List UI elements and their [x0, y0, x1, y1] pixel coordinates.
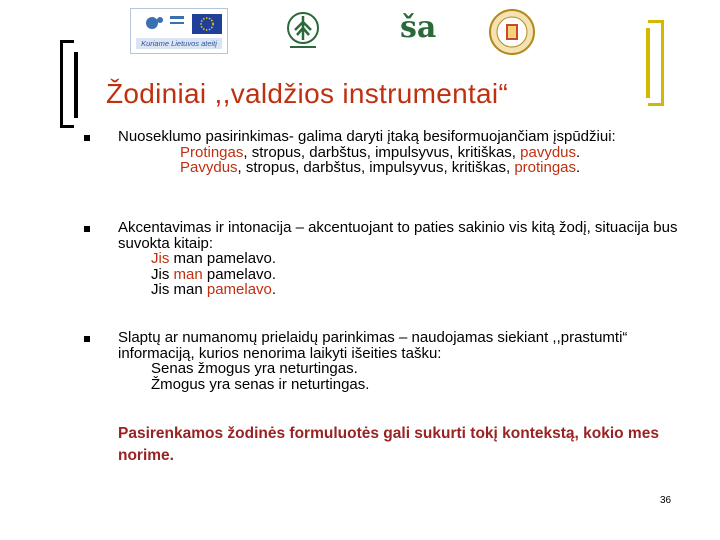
- left-bracket-bar: [74, 52, 78, 118]
- example-text: man pamelavo.: [169, 250, 277, 267]
- bullet-2-intro: Akcentavimas ir intonacija – akcentuojant to paties sakinio vis kitą žodį, situacija bus suvokta kitaip:: [118, 219, 678, 252]
- bullet-marker: [84, 336, 90, 342]
- conclusion-text: Pasirenkamos žodinės formuluotės gali sukurti tokį kontekstą, kokio mes norime.: [118, 425, 659, 464]
- highlight-word: pamelavo: [206, 281, 272, 298]
- bullet-3-example-1: Senas žmogus yra neturtingas.: [151, 360, 358, 377]
- highlight-word: Jis: [151, 250, 170, 267]
- example-text: .: [576, 159, 581, 176]
- esf-caption: Kuriame Lietuvos ateitį: [141, 39, 217, 48]
- slide-title: Žodiniai ,,valdžios instrumentai“: [106, 78, 509, 109]
- bullet-3-intro: Slaptų ar numanomų prielaidų parinkimas – naudojamas siekiant ,,prastumti“ informaciją, kurios nenorima laikyti išeities tašku:: [118, 329, 628, 362]
- bullet-item-2: [118, 220, 678, 298]
- bullet-2-example-1: [118, 251, 678, 267]
- example-text: .: [576, 143, 581, 161]
- highlight-word: protingas: [514, 159, 577, 176]
- bullet-1-example-1: [118, 145, 678, 161]
- example-text: Jis: [151, 265, 174, 283]
- bullet-marker: [84, 226, 90, 232]
- example-text: pamelavo.: [202, 265, 277, 283]
- highlight-word: man: [173, 265, 203, 283]
- right-bracket-bar: [646, 28, 650, 98]
- left-bracket-decoration: [60, 40, 74, 128]
- bullet-2-example-3: [118, 282, 678, 298]
- example-text: , stropus, darbštus, impulsyvus, kritiškas,: [237, 159, 515, 176]
- sa-logo: ša: [400, 10, 437, 45]
- right-bracket-decoration: [648, 20, 664, 106]
- round-seal-logo: [488, 8, 536, 61]
- esf-logo: [130, 8, 228, 54]
- highlight-word: pavydus: [520, 143, 577, 161]
- highlight-word: Protingas: [180, 143, 244, 161]
- tree-emblem-logo: [280, 8, 326, 59]
- example-text: Jis man: [151, 281, 207, 298]
- example-text: , stropus, darbštus, impulsyvus, kritiškas,: [243, 143, 521, 161]
- bullet-1-intro: Nuoseklumo pasirinkimas- galima daryti įtaką besiformuojančiam įspūdžiui:: [118, 128, 616, 145]
- bullet-item-1: [118, 129, 678, 176]
- bullet-3-example-2: Žmogus yra senas ir neturtingas.: [151, 375, 370, 393]
- bullet-1-example-2: [118, 160, 678, 176]
- example-text: .: [271, 281, 277, 298]
- logo-strip: [130, 8, 550, 56]
- bullet-item-3: [118, 330, 678, 392]
- bullet-2-example-2: [118, 267, 678, 283]
- page-number: 36: [660, 495, 672, 506]
- highlight-word: Pavydus: [180, 159, 238, 176]
- bullet-marker: [84, 135, 90, 141]
